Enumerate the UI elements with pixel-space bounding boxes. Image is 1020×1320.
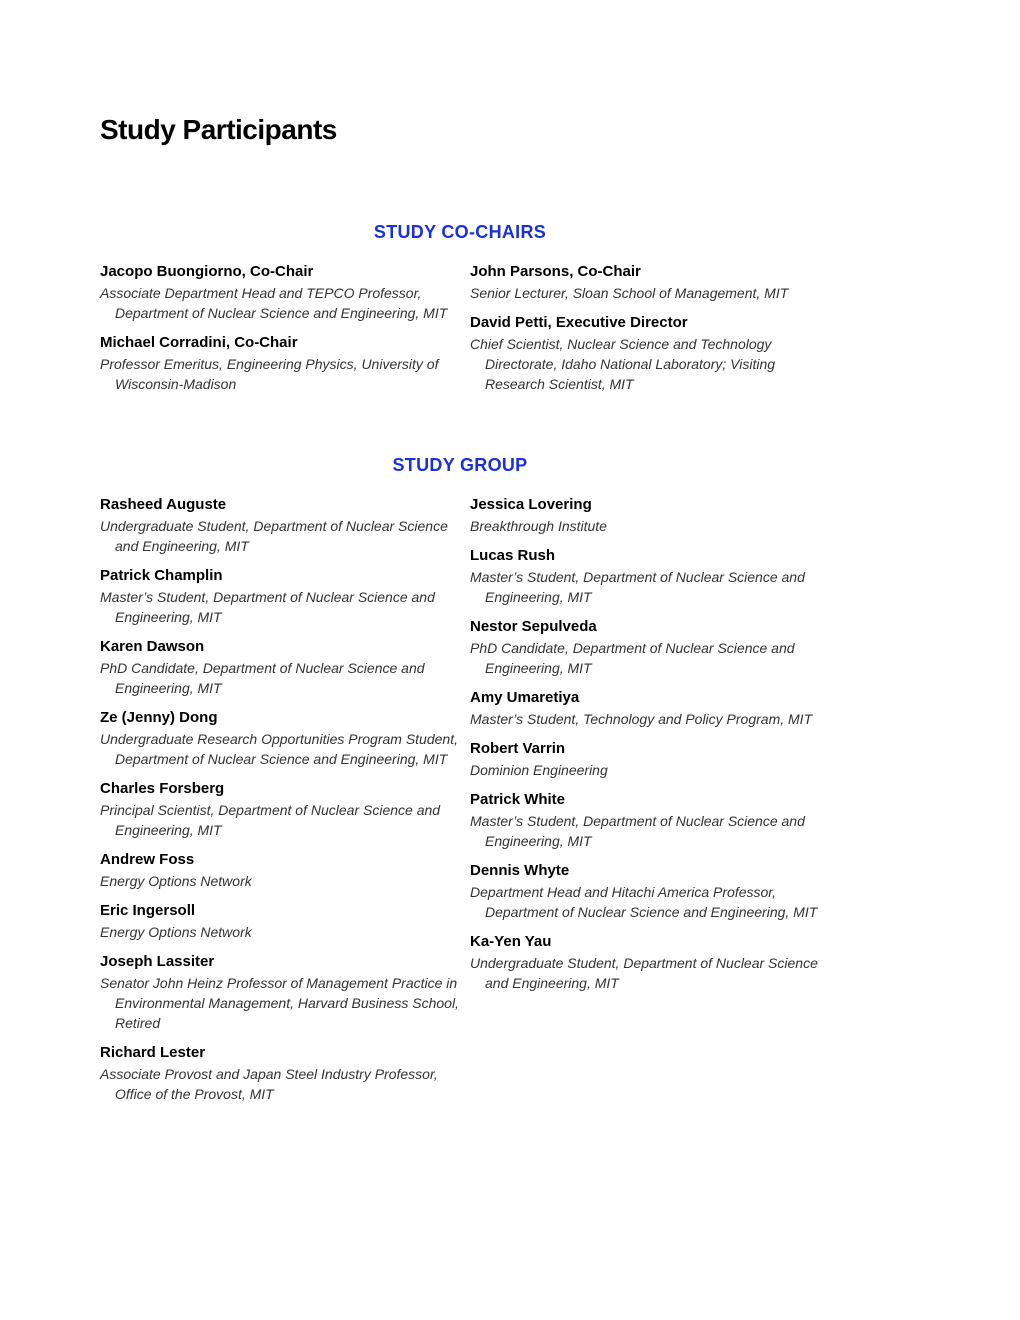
participant-role: PhD Candidate, Department of Nuclear Science and Engineering, MIT	[470, 640, 795, 676]
participant-name: Joseph Lassiter	[100, 953, 215, 970]
participant-name: Dennis Whyte	[470, 862, 570, 879]
participant-name: Patrick White	[470, 791, 566, 808]
participant-role: Energy Options Network	[100, 924, 252, 940]
participant-entry	[470, 312, 830, 394]
participant-entry	[100, 261, 460, 323]
participant-entry	[100, 494, 460, 556]
participant-entry	[470, 261, 830, 303]
participant-role: Breakthrough Institute	[470, 518, 607, 534]
participant-entry	[470, 738, 830, 780]
participant-entry	[470, 931, 830, 993]
participant-role: PhD Candidate, Department of Nuclear Science and Engineering, MIT	[100, 660, 425, 696]
participant-name: Michael Corradini, Co-Chair	[100, 334, 298, 351]
cochairs-left-column	[100, 261, 460, 403]
group-heading: STUDY GROUP	[392, 455, 528, 475]
participant-role: Master’s Student, Department of Nuclear Science and Engineering, MIT	[470, 813, 805, 849]
participant-role: Master’s Student, Department of Nuclear Science and Engineering, MIT	[100, 589, 435, 625]
participant-role: Professor Emeritus, Engineering Physics, University of Wisconsin-Madison	[100, 356, 439, 392]
participant-role: Principal Scientist, Department of Nuclear Science and Engineering, MIT	[100, 802, 441, 838]
participant-name: Eric Ingersoll	[100, 902, 196, 919]
participant-name: Charles Forsberg	[100, 780, 225, 797]
participant-name: Patrick Champlin	[100, 567, 223, 584]
participant-role: Associate Department Head and TEPCO Professor, Department of Nuclear Science and Engineering, MIT	[100, 285, 448, 321]
participant-entry	[470, 545, 830, 607]
group-left-column	[100, 494, 460, 1113]
participant-name: Ka-Yen Yau	[470, 933, 552, 950]
participant-role: Dominion Engineering	[470, 762, 608, 778]
participant-name: John Parsons, Co-Chair	[470, 263, 641, 280]
participant-name: Lucas Rush	[470, 547, 556, 564]
participant-role: Senior Lecturer, Sloan School of Management, MIT	[470, 285, 789, 301]
participant-role: Department Head and Hitachi America Professor, Department of Nuclear Science and Engineering, MIT	[470, 884, 818, 920]
cochairs-right-column	[470, 261, 830, 403]
participant-name: Ze (Jenny) Dong	[100, 709, 218, 726]
page-title: Study Participants	[100, 114, 337, 145]
participant-role: Master’s Student, Technology and Policy Program, MIT	[470, 711, 813, 727]
participant-role: Energy Options Network	[100, 873, 252, 889]
participant-name: Andrew Foss	[100, 851, 195, 868]
participant-entry	[100, 900, 460, 942]
participant-entry	[470, 687, 830, 729]
cochairs-heading: STUDY CO-CHAIRS	[373, 222, 547, 242]
participant-role: Undergraduate Student, Department of Nuclear Science and Engineering, MIT	[100, 518, 448, 554]
participant-name: Richard Lester	[100, 1044, 206, 1061]
participant-entry	[100, 849, 460, 891]
participant-entry	[100, 1042, 460, 1104]
participant-entry	[470, 616, 830, 678]
participant-entry	[470, 860, 830, 922]
participant-role: Chief Scientist, Nuclear Science and Technology Directorate, Idaho National Laboratory; Visiting Research Scientist, MIT	[470, 336, 776, 392]
participant-name: Karen Dawson	[100, 638, 205, 655]
participant-name: Amy Umaretiya	[470, 689, 580, 706]
participant-name: Jacopo Buongiorno, Co-Chair	[100, 263, 314, 280]
participant-role: Master’s Student, Department of Nuclear Science and Engineering, MIT	[470, 569, 805, 605]
participant-entry	[100, 332, 460, 394]
participant-entry	[100, 778, 460, 840]
participant-name: David Petti, Executive Director	[470, 314, 688, 331]
participant-entry	[100, 565, 460, 627]
participant-entry	[100, 951, 460, 1033]
participant-role: Associate Provost and Japan Steel Industry Professor, Office of the Provost, MIT	[100, 1066, 438, 1102]
participant-entry	[470, 494, 830, 536]
participant-entry	[100, 636, 460, 698]
participant-role: Undergraduate Research Opportunities Program Student, Department of Nuclear Science and Engineering, MIT	[100, 731, 458, 767]
participant-name: Robert Varrin	[470, 740, 566, 757]
participant-name: Rasheed Auguste	[100, 496, 227, 513]
participant-name: Jessica Lovering	[470, 496, 592, 513]
participant-entry	[100, 707, 460, 769]
participant-role: Undergraduate Student, Department of Nuclear Science and Engineering, MIT	[470, 955, 818, 991]
participant-name: Nestor Sepulveda	[470, 618, 597, 635]
participant-role: Senator John Heinz Professor of Management Practice in Environmental Management, Harvard Business School, Retired	[100, 975, 459, 1031]
group-right-column	[470, 494, 830, 1002]
participant-entry	[470, 789, 830, 851]
